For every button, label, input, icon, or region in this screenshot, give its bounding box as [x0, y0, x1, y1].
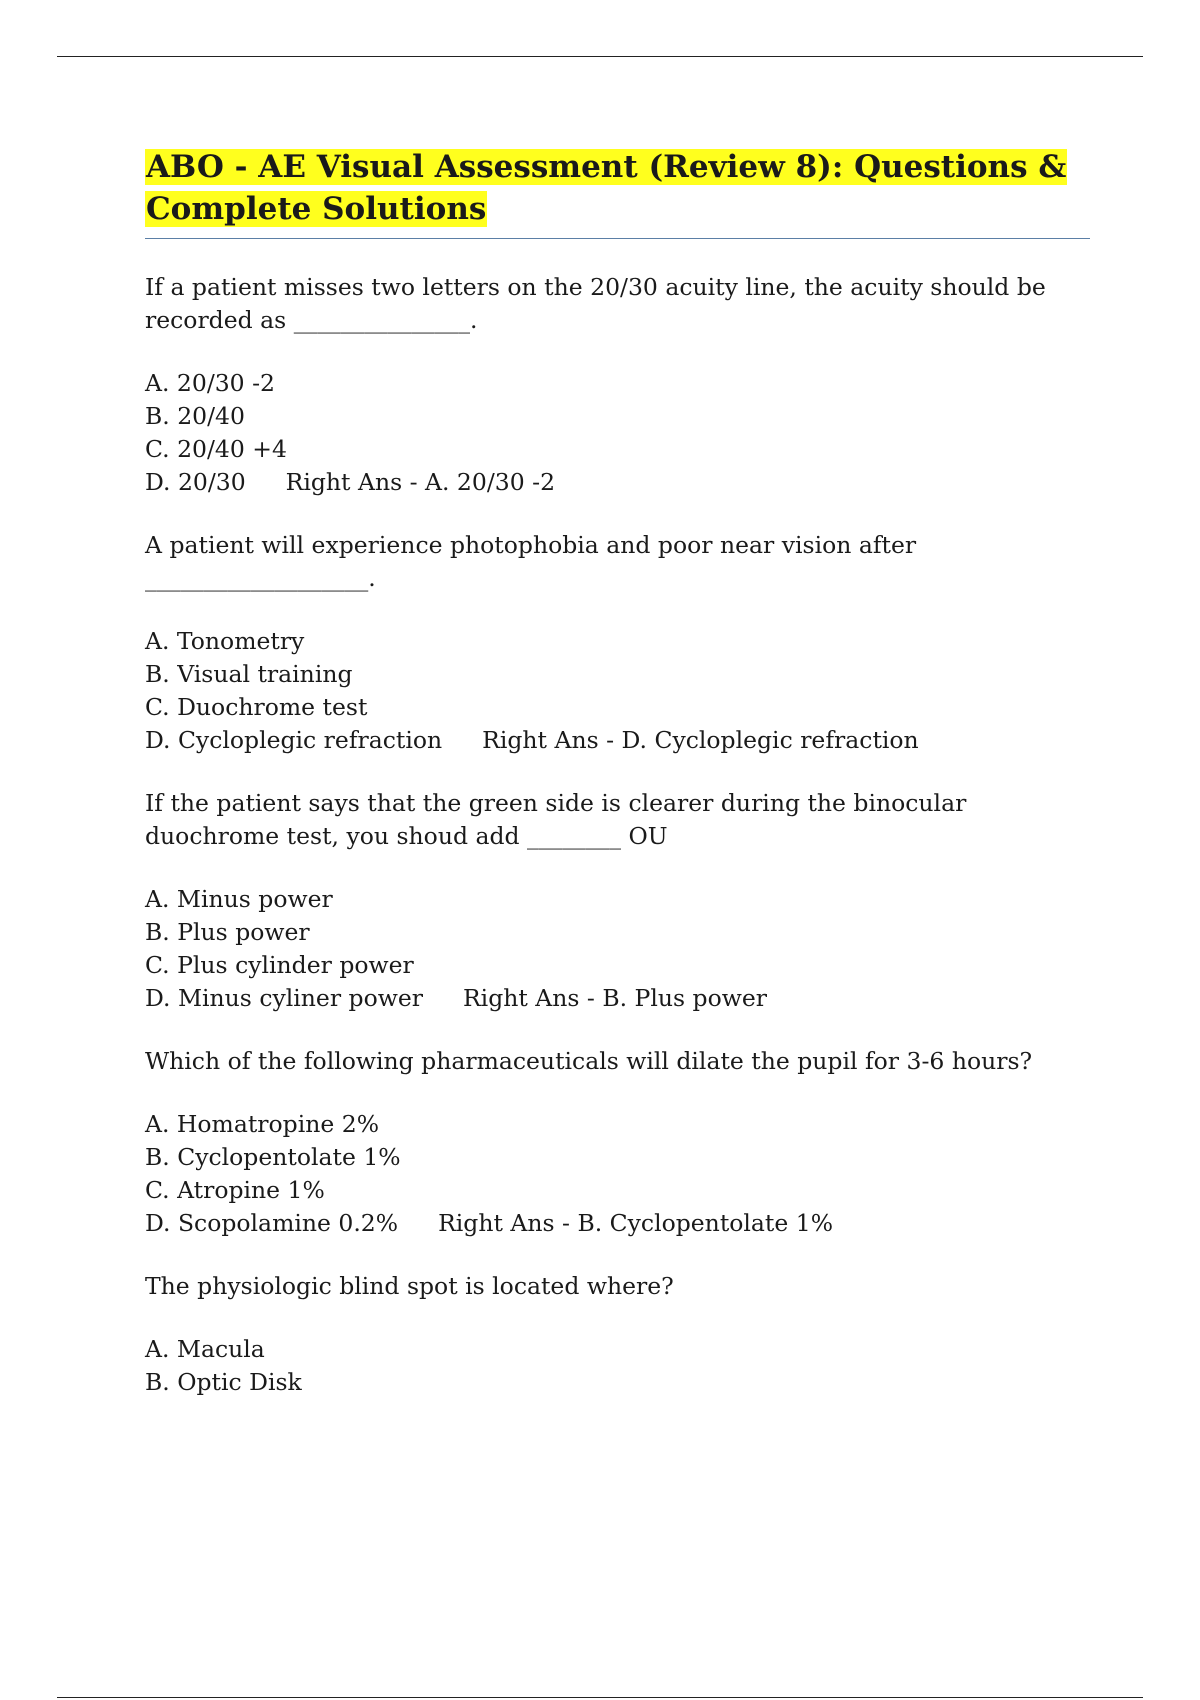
option-d: D. Minus cyliner power — [145, 984, 423, 1012]
option-a: A. Macula — [145, 1335, 265, 1363]
option-list — [145, 883, 1090, 1015]
option-c: C. Plus cylinder power — [145, 951, 414, 979]
option-d: D. Cycloplegic refraction — [145, 726, 443, 754]
right-answer: Right Ans - B. Plus power — [462, 984, 767, 1012]
option-list — [145, 625, 1090, 757]
option-list — [145, 1333, 1090, 1399]
document-title — [145, 146, 1090, 230]
option-c: C. 20/40 +4 — [145, 435, 287, 463]
option-a: A. 20/30 -2 — [145, 369, 275, 397]
question-text: If a patient misses two letters on the 20/30 acuity line, the acuity should be recorded as _______________. — [145, 273, 1046, 334]
option-d-row — [145, 466, 1090, 499]
option-a: A. Homatropine 2% — [145, 1110, 380, 1138]
option-b: B. Optic Disk — [145, 1368, 302, 1396]
option-d-row — [145, 1207, 1090, 1240]
option-b: B. 20/40 — [145, 402, 245, 430]
question-text: A patient will experience photophobia and poor near vision after ___________________. — [145, 531, 917, 592]
question-2 — [145, 529, 1090, 757]
question-text: If the patient says that the green side is clearer during the binocular duochrome test, you shoud add ________ OU — [145, 789, 967, 850]
question-text: The physiologic blind spot is located where? — [145, 1272, 674, 1300]
option-a: A. Tonometry — [145, 627, 305, 655]
option-list — [145, 1108, 1090, 1240]
option-b: B. Cyclopentolate 1% — [145, 1143, 401, 1171]
option-d-row — [145, 982, 1090, 1015]
question-1 — [145, 271, 1090, 499]
title-highlight: ABO - AE Visual Assessment (Review 8): Questions & Complete Solutions — [146, 149, 1067, 227]
option-d: D. 20/30 — [145, 468, 246, 496]
right-answer: Right Ans - A. 20/30 -2 — [285, 468, 556, 496]
right-answer: Right Ans - D. Cycloplegic refraction — [482, 726, 919, 754]
option-c: C. Duochrome test — [145, 693, 368, 721]
title-block — [145, 146, 1090, 239]
question-4 — [145, 1045, 1090, 1240]
question-3 — [145, 787, 1090, 1015]
option-b: B. Visual training — [145, 660, 353, 688]
question-text: Which of the following pharmaceuticals will dilate the pupil for 3-6 hours? — [145, 1047, 1033, 1075]
question-5 — [145, 1270, 1090, 1399]
option-list — [145, 367, 1090, 499]
top-rule — [57, 56, 1143, 57]
bottom-rule — [57, 1697, 1143, 1698]
right-answer: Right Ans - B. Cyclopentolate 1% — [438, 1209, 834, 1237]
document-body — [145, 146, 1090, 1429]
option-b: B. Plus power — [145, 918, 310, 946]
option-c: C. Atropine 1% — [145, 1176, 325, 1204]
option-d-row — [145, 724, 1090, 757]
option-d: D. Scopolamine 0.2% — [145, 1209, 399, 1237]
option-a: A. Minus power — [145, 885, 333, 913]
